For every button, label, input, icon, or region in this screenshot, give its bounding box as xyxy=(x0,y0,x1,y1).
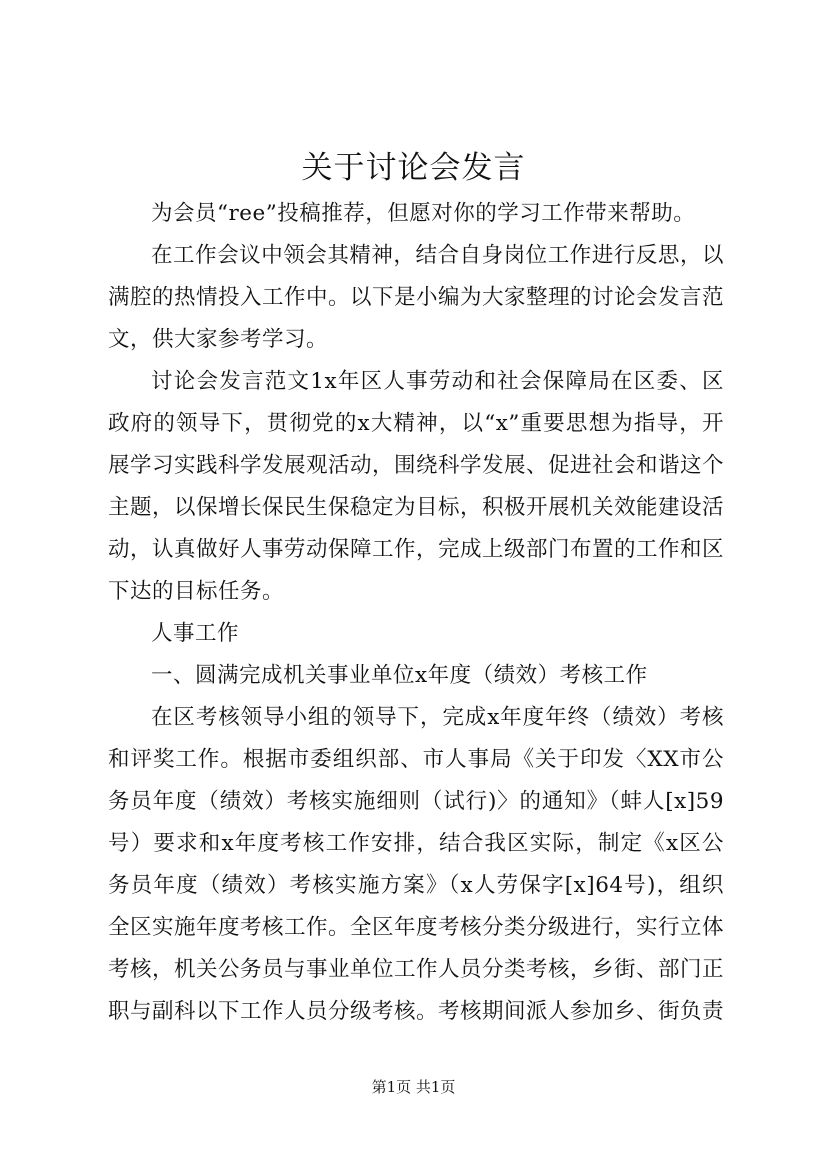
document-body xyxy=(108,193,724,1033)
subsection-heading-assessment: 一、圆满完成机关事业单位x年度（绩效）考核工作 xyxy=(151,663,648,688)
paragraph-intro: 为会员“ree”投稿推荐，但愿对你的学习工作带来帮助。 xyxy=(151,201,696,226)
page-footer: 第1页 共1页 xyxy=(371,1078,456,1096)
document-title: 关于讨论会发言 xyxy=(301,150,526,186)
section-heading-personnel: 人事工作 xyxy=(151,621,240,646)
paragraph-summary: 在工作会议中领会其精神，结合自身岗位工作进行反思，以满腔的热情投入工作中。以下是小编为大家整理的讨论会发言范文，供大家参考学习。 xyxy=(108,243,725,352)
paragraph-assessment: 在区考核领导小组的领导下，完成x年度年终（绩效）考核和评奖工作。根据市委组织部、市人事局《关于印发〈XX市公务员年度（绩效）考核实施细则（试行)〉的通知》（蚌人[x]59号）要求和x年度考核工作安排，结合我区实际，制定《x区公务员年度（绩效）考核实施方案》（x人劳保字[x]64号)，组织全区实施年度考核工作。全区年度考核分类分级进行，实行立体考核，机关公务员与事业单位工作人员分类考核，乡街、部门正职与副科以下工作人员分级考核。考核期间派人参加乡、街负责 xyxy=(108,705,725,1024)
paragraph-main: 讨论会发言范文1x年区人事劳动和社会保障局在区委、区政府的领导下，贯彻党的x大精神，以“x”重要思想为指导，开展学习实践科学发展观活动，围绕科学发展、促进社会和谐这个主题，以保增长保民生保稳定为目标，积极开展机关效能建设活动，认真做好人事劳动保障工作，完成上级部门布置的工作和区下达的目标任务。 xyxy=(108,369,725,604)
